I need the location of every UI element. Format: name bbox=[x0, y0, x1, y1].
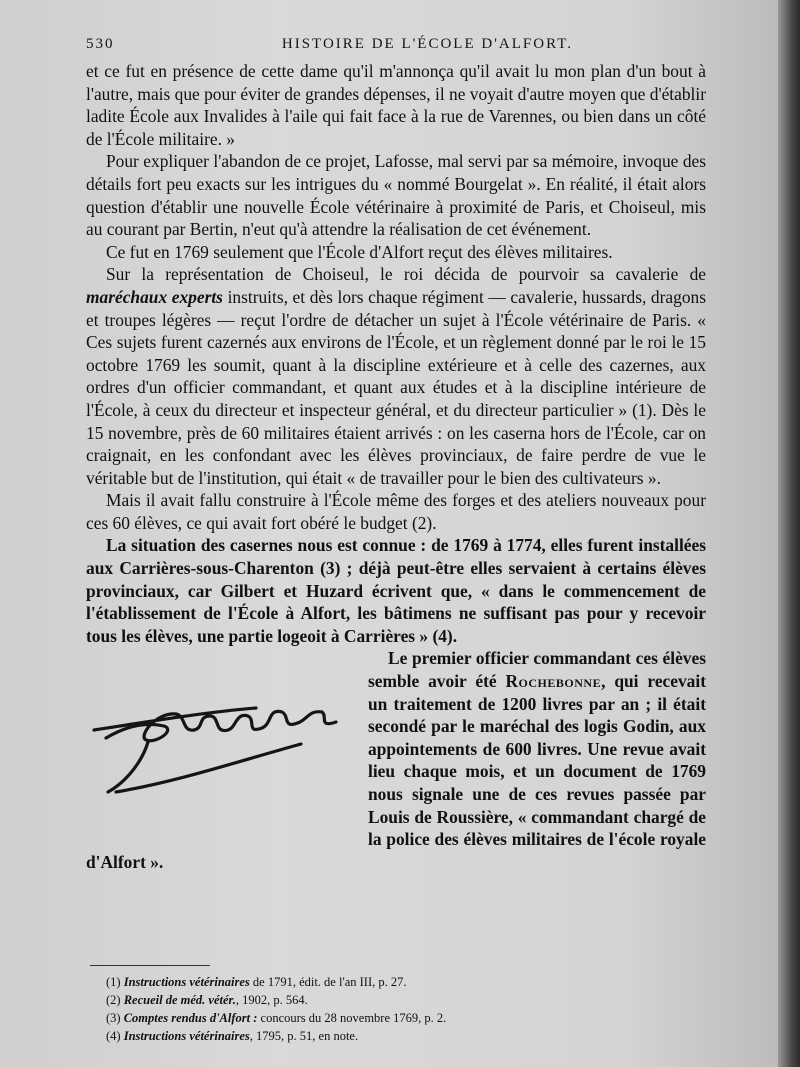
page-number: 530 bbox=[86, 36, 115, 52]
footnote-1-number: (1) bbox=[106, 975, 121, 989]
paragraph-4-start: Sur la représentation de Choiseul, le roi décida de pourvoir sa cavalerie de bbox=[106, 264, 706, 285]
footnote-2-source: Recueil de méd. vétér. bbox=[123, 993, 236, 1007]
footnote-1 bbox=[106, 973, 666, 991]
footnote-3 bbox=[106, 1009, 666, 1027]
paragraph-6: La situation des casernes nous est connue : de 1769 à 1774, elles furent installées aux Carrières-sous-Charenton (3) ; déjà peut-être elles servaient à certains élèves provinciaux, car Gilbert et Huzard écrivent que, « dans le commencement de l'établissement de l'École à Alfort, les bâtimens ne suffisant pas pour y recevoir tous les élèves, une partie logeoit à Carrières » (4). bbox=[86, 535, 706, 646]
paragraph-7-start: Le premier officier commandant ces élèves semble avoir été bbox=[368, 648, 706, 692]
book-gutter bbox=[778, 0, 800, 1067]
footnote-3-number: (3) bbox=[106, 1011, 121, 1025]
running-title: HISTOIRE DE L'ÉCOLE D'ALFORT. bbox=[281, 36, 573, 52]
paragraph-1: et ce fut en présence de cette dame qu'il m'annonça qu'il avait lu mon plan d'un bout à l'autre, mais que pour éviter de grandes dépenses, il ne voyait d'autre moyen que d'établir ladite École aux Invalides à l'aile qui fait face à la rue de Varennes, ou bien dans un côté de l'École militaire. » bbox=[86, 61, 706, 149]
officer-name: Rochebonne bbox=[505, 671, 602, 692]
paragraph-3: Ce fut en 1769 seulement que l'École d'Alfort reçut des élèves militaires. bbox=[106, 241, 613, 262]
footnote-3-detail: concours du 28 novembre 1769, p. 2. bbox=[257, 1011, 447, 1025]
running-head bbox=[86, 36, 683, 53]
footnote-4 bbox=[106, 1027, 666, 1045]
paragraph-5: Mais il avait fallu construire à l'École même des forges et des ateliers nouveaux pour ces 60 élèves, ce qui avait fort obéré le budget (2). bbox=[86, 490, 706, 533]
footnote-rule bbox=[90, 965, 210, 966]
paragraph-7-end: , qui recevait un traitement de 1200 livres par an ; il était secondé par le maréchal des logis Godin, aux appointements de 600 livres. Une revue avait lieu chaque mois, et un document de 1769 nous signale une de ces revues passée par Louis de Roussière, « commandant chargé de la police des élèves militaires de l'école royale d'Alfort ». bbox=[86, 671, 707, 872]
paragraph-4-end: instruits, et dès lors chaque régiment — cavalerie, hussards, dragons et troupes légères — reçut l'ordre de détacher un sujet à l'École vétérinaire de Paris. « Ces sujets furent cazernés aux environs de l'École, et un règlement donné par le roi le 15 octobre 1769 les soumit, quant à la discipline extérieure et à celle des cazernes, aux ordres d'un officier commandant, et quant aux études et à la discipline intérieure de l'École, à ceux du directeur et inspecteur général, et du directeur particulier » (1). Dès le 15 novembre, près de 60 militaires étaient arrivés : on les caserna hors de l'École, car on craignait, en les confondant avec les élèves provinciaux, de faire perdre de vue le véritable but de l'institution, qui était « de travailler pour le bien des cultivateurs ». bbox=[86, 286, 706, 488]
italic-term: maréchaux experts bbox=[86, 286, 223, 307]
footnote-4-source: Instructions vétérinaires bbox=[123, 1029, 250, 1043]
footnote-2 bbox=[106, 991, 666, 1009]
footnote-1-detail: de 1791, édit. de l'an III, p. 27. bbox=[249, 975, 407, 989]
signature-image bbox=[86, 682, 366, 802]
paragraph-2: Pour expliquer l'abandon de ce projet, Lafosse, mal servi par sa mémoire, invoque des détails fort peu exacts sur les intrigues du « nommé Bourgelat ». En réalité, il était alors question d'établir une nouvelle École vétérinaire à proximité de Paris, et Choiseul, mis au courant par Bertin, n'eut qu'à attendre la réalisation de cet événement. bbox=[86, 151, 706, 240]
signature-block bbox=[86, 647, 706, 873]
body-text bbox=[86, 60, 706, 873]
paragraph-4 bbox=[86, 263, 706, 489]
footnote-4-detail: , 1795, p. 51, en note. bbox=[249, 1029, 359, 1043]
footnotes bbox=[106, 973, 666, 1045]
footnote-3-source: Comptes rendus d'Alfort : bbox=[123, 1011, 258, 1025]
footnote-2-detail: , 1902, p. 564. bbox=[235, 993, 308, 1007]
footnote-1-source: Instructions vétérinaires bbox=[123, 975, 250, 989]
footnote-2-number: (2) bbox=[106, 993, 121, 1007]
footnote-4-number: (4) bbox=[106, 1029, 121, 1043]
